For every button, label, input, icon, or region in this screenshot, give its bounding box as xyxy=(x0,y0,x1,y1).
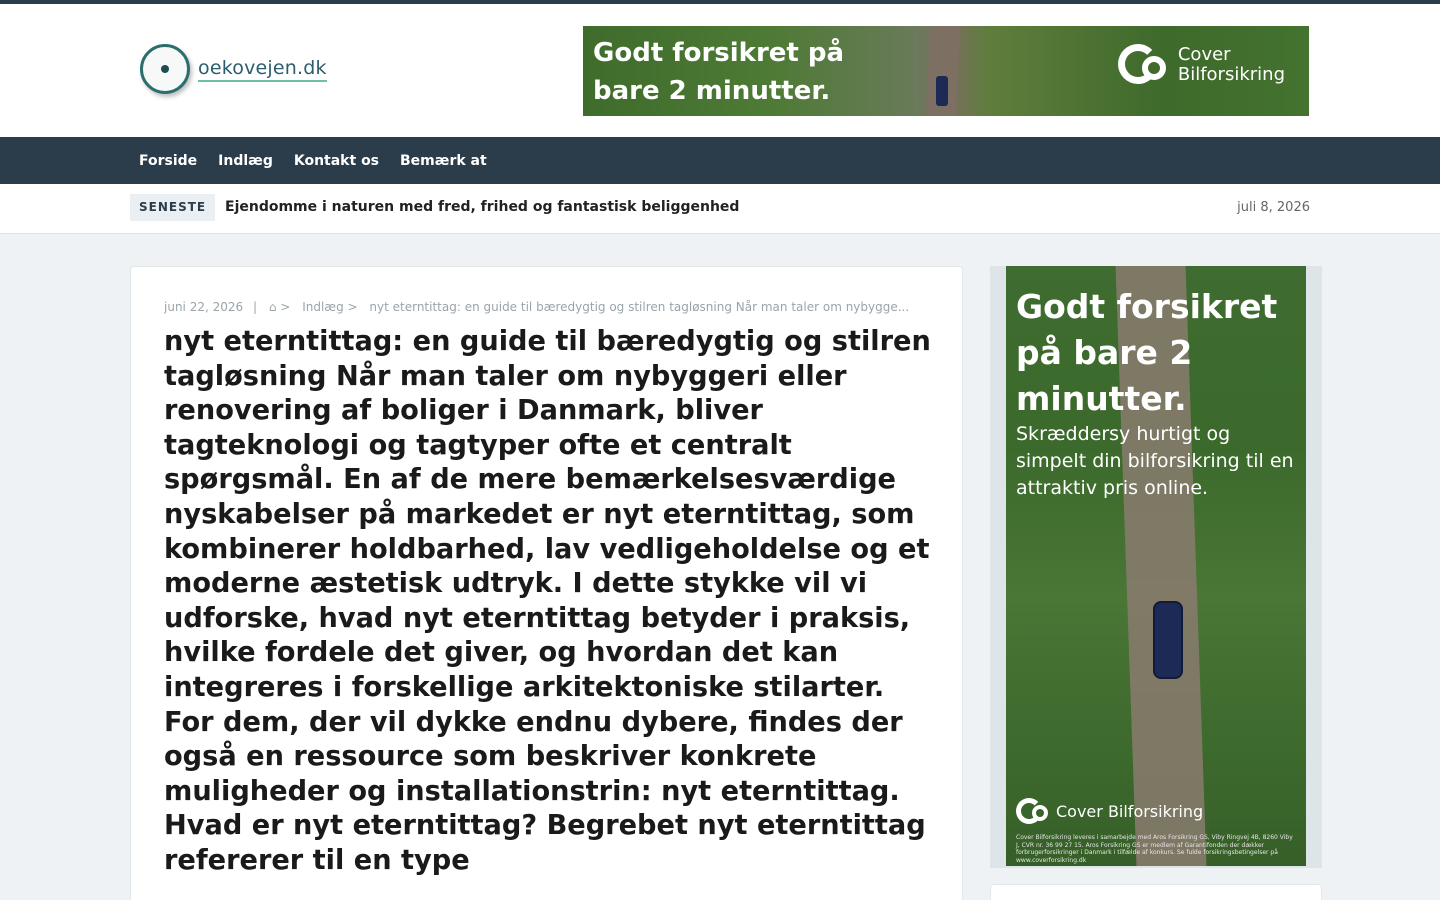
nav-item-kontakt[interactable]: Kontakt os xyxy=(293,152,380,169)
sidebar-widget xyxy=(990,884,1322,900)
main-nav xyxy=(0,137,1440,184)
car-image xyxy=(936,76,948,106)
meta-separator: | xyxy=(252,300,258,314)
logo-icon xyxy=(140,44,190,94)
breadcrumb-arrow: > xyxy=(280,300,291,314)
car-image xyxy=(1153,601,1183,679)
sidebar-ad-brand: Cover Bilforsikring xyxy=(1016,796,1203,826)
sidebar-ad-fineprint: Cover Bilforsikring leveres i samarbejde med Aros Forsikring GS, Viby Ringvej 4B, 8260 Viby J, CVR nr. 36 99 27 15. Aros Forsikring GS er medlem af Garantifonden der dækker forbrugerforsikringer i Danmark i tilfælde af konkurs. Se fulde forsikringsbetingelser på www.coverforsikring.dk xyxy=(1016,834,1293,864)
article-date: juni 22, 2026 xyxy=(164,300,244,314)
breadcrumb-current: nyt eterntittag: en guide til bæredygtig og stilren tagløsning Når man taler om nybygge... xyxy=(369,300,910,314)
article-meta xyxy=(164,300,934,314)
site-logo[interactable] xyxy=(140,44,327,94)
breadcrumb-category[interactable]: Indlæg xyxy=(302,300,344,314)
logo-text: oekovejen.dk xyxy=(198,57,327,82)
article-title: nyt eterntittag: en guide til bæredygtig og stilren tagløsning Når man taler om nybyggeri eller renovering af boliger i Danmark, bliver tagteknologi og tagtyper ofte et centralt spørgsmål. En af de mere bemærkelsesværdige nyskabelser på markedet er nyt eterntittag, som kombinerer holdbarhed, lav vedligeholdelse og et moderne æstetisk udtryk. I dette stykke vil vi udforske, hvad nyt eterntittag betyder i praksis, hvilke fordele det giver, og hvordan det kan integreres i forskellige arkitektoniske stilarter. For dem, der vil dykke endnu dybere, findes der også en ressource som beskriver konkrete muligheder og installationstrin: nyt eterntittag. Hvad er nyt eterntittag? Begrebet nyt eterntittag refererer til en type xyxy=(164,326,931,876)
latest-headline-link[interactable]: Ejendomme i naturen med fred, frihed og fantastisk beliggenhed xyxy=(225,199,740,215)
sidebar-ad-title: Godt forsikret på bare 2 minutter. xyxy=(1016,287,1278,418)
sidebar-ad[interactable] xyxy=(990,266,1322,868)
latest-ticker xyxy=(0,184,1440,234)
sidebar-ad-subtitle: Skræddersy hurtigt og simpelt din bilforsikring til en attraktiv pris online. xyxy=(1016,423,1294,499)
cover-logo-icon xyxy=(1118,42,1172,88)
article-card xyxy=(130,266,963,900)
latest-badge: SENESTE xyxy=(130,194,215,221)
home-icon[interactable]: ⌂ xyxy=(268,300,277,314)
ad-brand: Cover Bilforsikring xyxy=(1118,42,1285,88)
ad-headline: Godt forsikret på bare 2 minutter. xyxy=(593,38,845,106)
nav-item-forside[interactable]: Forside xyxy=(139,152,198,169)
cover-logo-icon xyxy=(1016,796,1052,826)
nav-item-bemaerk[interactable]: Bemærk at xyxy=(400,152,487,169)
nav-item-indlaeg[interactable]: Indlæg xyxy=(218,152,273,169)
top-ad-banner[interactable] xyxy=(583,26,1309,116)
current-date: juli 8, 2026 xyxy=(1237,200,1310,215)
site-header xyxy=(0,4,1440,137)
breadcrumb-arrow: > xyxy=(347,300,358,314)
